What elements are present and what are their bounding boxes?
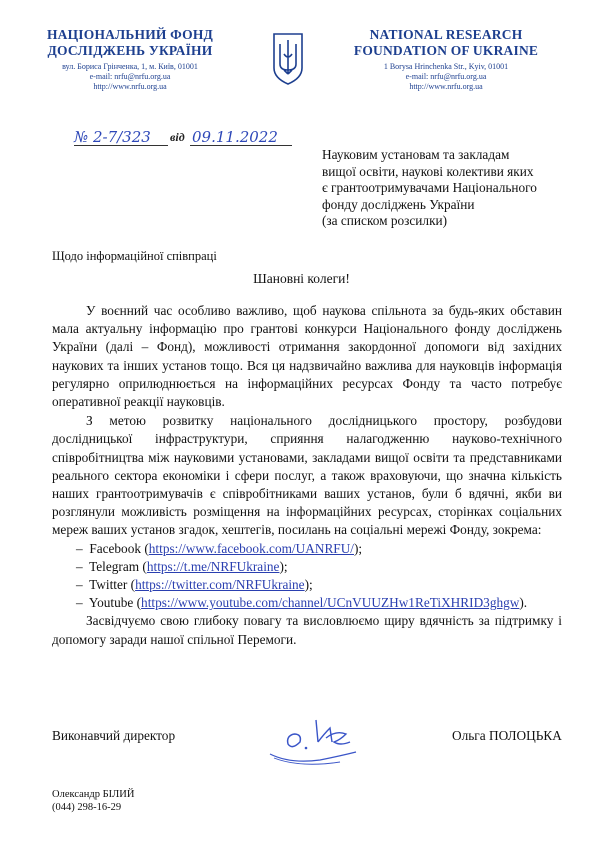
reg-line [74, 128, 304, 150]
reg-date: 09.11.2022 [192, 128, 278, 146]
social-name: Telegram [89, 558, 140, 574]
list-item: – Twitter (https://twitter.com/NRFUkraine); [76, 577, 313, 593]
list-item: – Telegram (https://t.me/NRFUkraine); [76, 558, 288, 574]
org-name-ua-line1: НАЦІОНАЛЬНИЙ ФОНД [46, 27, 214, 42]
signatory-name: Ольга ПОЛОЦЬКА [452, 728, 562, 743]
salutation: Шановні колеги! [253, 271, 350, 286]
facebook-link[interactable]: https://www.facebook.com/UANRFU/ [148, 540, 354, 556]
addressee-line: є грантоотримувачами Національного [322, 180, 537, 196]
body-paragraph: З метою розвитку національного дослідницького простору, розбудови дослідницької інфраструктури, сприяння налагодженню науково-технічного співробітництва між науковими установами, закладами вищої освіти та представниками реального сектора економіки і сфери послуг, а також враховуючи, що значна кількість наших грантоотримувачів є співробітниками ваших установ, були б вдячні, якби ви розглянули можливість розміщення на інформаційних ресурсах, сторінках соціальних мереж ваших установ згадок, хештегів, посилань на соціальні мережі Фонду, зокрема: [52, 413, 562, 538]
body-paragraph: У воєнний час особливо важливо, щоб наукова спільнота за будь-яких обставин мала актуальну інформацію про грантові конкурси Національного фонду досліджень України (далі – Фонд), можливості отримання закордонної допомоги від західних наукових та інших установ тощо. Вся ця надзвичайно важлива для науковців інформація регулярно оприлюднюється на інформаційних ресурсах Фонду та часто потребує оперативної реакції науковців. [52, 303, 562, 410]
org-name-en-line1: NATIONAL RESEARCH [369, 27, 523, 42]
addressee-line: вищої освіти, наукові колективи яких [322, 163, 534, 179]
list-item: – Facebook (https://www.facebook.com/UANRFU/); [76, 540, 363, 556]
addressee-line: фонду досліджень України [322, 196, 475, 212]
org-web-en: http://www.nrfu.org.ua [409, 82, 483, 91]
reg-date-underline [190, 145, 292, 146]
addressee-line: Науковим установам та закладам [322, 147, 510, 162]
subject-line: Щодо інформаційної співпраці [52, 249, 217, 263]
twitter-link[interactable]: https://twitter.com/NRFUkraine [135, 577, 305, 593]
org-name-ua-line2: ДОСЛІДЖЕНЬ УКРАЇНИ [47, 43, 213, 58]
list-item: – Youtube (https://www.youtube.com/channel/UCnVUUZHw1ReTiXHRID3ghgw). [76, 595, 528, 611]
header-left [30, 27, 230, 92]
youtube-link[interactable]: https://www.youtube.com/channel/UCnVUUZHw1ReTiXHRID3ghgw [141, 595, 520, 611]
org-address-en: 1 Borysa Hrinchenka Str., Kyiv, 01001 [383, 62, 509, 71]
org-web-ua: http://www.nrfu.org.ua [93, 82, 167, 91]
social-list [52, 540, 562, 613]
reg-number: № 2-7/323 [74, 128, 151, 146]
reg-from-label: від [170, 130, 185, 144]
executor-phone: (044) 298-16-29 [52, 802, 122, 813]
header-right [346, 27, 546, 92]
addressee-line: (за списком розсилки) [322, 213, 448, 229]
executor-name: Олександр БІЛИЙ [52, 789, 135, 800]
executor-block [52, 788, 134, 814]
closing-paragraph: Засвідчуємо свою глибоку повагу та висловлюємо щиру вдячність за підтримку і допомогу заради нашої спільної Перемоги. [52, 613, 562, 647]
org-email-ua: e-mail: nrfu@nrfu.org.ua [89, 72, 171, 81]
org-name-en-line2: FOUNDATION OF UKRAINE [353, 43, 539, 58]
reg-number-underline [74, 145, 168, 146]
org-email-en: e-mail: nrfu@nrfu.org.ua [405, 72, 487, 81]
org-address-ua: вул. Бориса Грінченка, 1, м. Київ, 01001 [62, 62, 198, 71]
handwritten-signature [260, 712, 370, 770]
trident-icon [270, 30, 306, 86]
signature-position: Виконавчий директор [52, 728, 176, 743]
social-name: Youtube [88, 595, 134, 611]
social-name: Twitter [89, 577, 128, 593]
telegram-link[interactable]: https://t.me/NRFUkraine [146, 558, 280, 574]
addressee-block [322, 147, 562, 230]
social-name: Facebook [89, 540, 142, 556]
letter-body [52, 302, 562, 649]
